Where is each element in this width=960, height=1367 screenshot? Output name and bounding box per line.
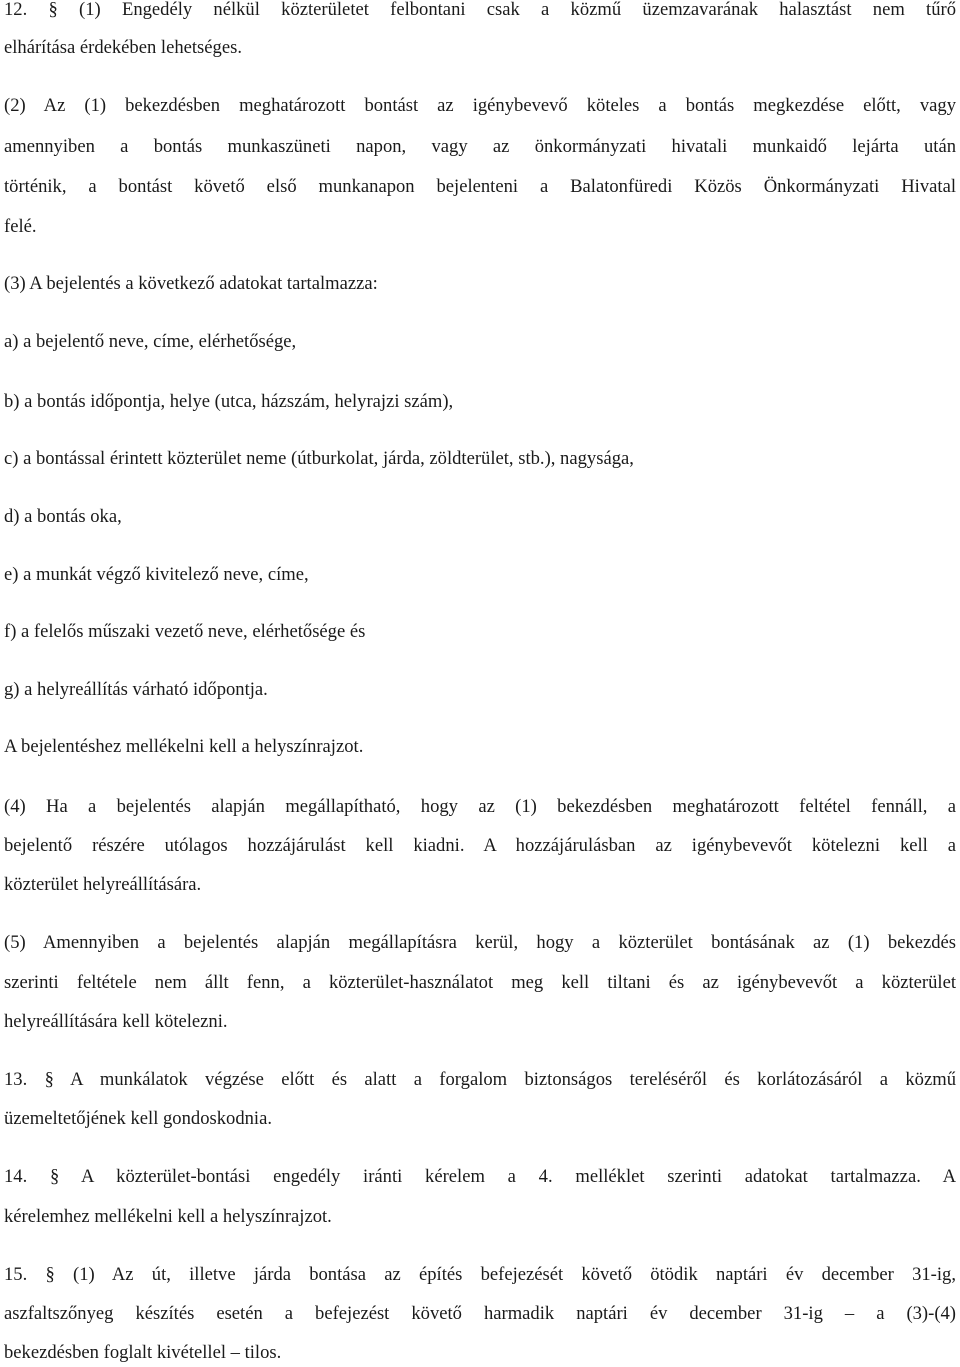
- text-line-s12-2: elhárítása érdekében lehetséges.: [4, 37, 242, 58]
- text-line-p2-2: amennyiben a bontás munkaszüneti napon, vagy az önkormányzati hivatali munkaidő lejárta után: [4, 136, 956, 157]
- text-line-p4-1: (4) Ha a bejelentés alapján megállapítható, hogy az (1) bekezdésben meghatározott feltétel fennáll, a: [4, 796, 956, 817]
- list-item-c: c) a bontással érintett közterület neme (útburkolat, járda, zöldterület, stb.), nagysága,: [4, 448, 634, 469]
- list-item-a: a) a bejelentő neve, címe, elérhetősége,: [4, 331, 297, 352]
- list-item-e: e) a munkát végző kivitelező neve, címe,: [4, 564, 309, 585]
- list-item-d: d) a bontás oka,: [4, 506, 122, 527]
- text-line-p2-3: történik, a bontást követő első munkanapon bejelenteni a Balatonfüredi Közös Önkormányzati Hivatal: [4, 176, 956, 197]
- text-line-p3: (3) A bejelentés a következő adatokat tartalmazza:: [4, 273, 378, 294]
- text-line-s13-2: üzemeltetőjének kell gondoskodnia.: [4, 1108, 272, 1129]
- text-line-attach: A bejelentéshez mellékelni kell a helyszínrajzot.: [4, 736, 364, 757]
- text-line-s15-2: aszfaltszőnyeg készítés esetén a befejezést követő harmadik naptári év december 31-ig – a (3)-(4): [4, 1303, 956, 1324]
- text-line-s14-2: kérelemhez mellékelni kell a helyszínrajzot.: [4, 1206, 332, 1227]
- text-line-s15-3: bekezdésben foglalt kivétellel – tilos.: [4, 1342, 282, 1363]
- text-line-p2-1: (2) Az (1) bekezdésben meghatározott bontást az igénybevevő köteles a bontás megkezdése előtt, vagy: [4, 95, 956, 116]
- text-line-p5-2: szerinti feltétele nem állt fenn, a közterület-használatot meg kell tiltani és az igénybevevőt a közterület: [4, 972, 956, 993]
- text-line-s13-1: 13. § A munkálatok végzése előtt és alatt a forgalom biztonságos tereléséről és korlátozásáról a közmű: [4, 1069, 956, 1090]
- list-item-g: g) a helyreállítás várható időpontja.: [4, 679, 268, 700]
- list-item-f: f) a felelős műszaki vezető neve, elérhetősége és: [4, 621, 366, 642]
- text-line-p4-2: bejelentő részére utólagos hozzájárulást kell kiadni. A hozzájárulásban az igénybevevőt kötelezni kell a: [4, 835, 956, 856]
- text-line-p4-3: közterület helyreállítására.: [4, 874, 202, 895]
- text-line-s14-1: 14. § A közterület-bontási engedély iránti kérelem a 4. melléklet szerinti adatokat tartalmazza. A: [4, 1166, 956, 1187]
- text-line-p5-1: (5) Amennyiben a bejelentés alapján megállapításra kerül, hogy a közterület bontásának az (1) bekezdés: [4, 932, 956, 953]
- list-item-b: b) a bontás időpontja, helye (utca, házszám, helyrajzi szám),: [4, 391, 454, 412]
- text-line-s12-1: 12. § (1) Engedély nélkül közterületet felbontani csak a közmű üzemzavarának halasztást nem tűrő: [4, 0, 956, 20]
- text-line-s15-1: 15. § (1) Az út, illetve járda bontása az építés befejezését követő ötödik naptári év december 31-ig,: [4, 1264, 956, 1285]
- text-line-p2-4: felé.: [4, 216, 37, 237]
- text-line-p5-3: helyreállítására kell kötelezni.: [4, 1011, 228, 1032]
